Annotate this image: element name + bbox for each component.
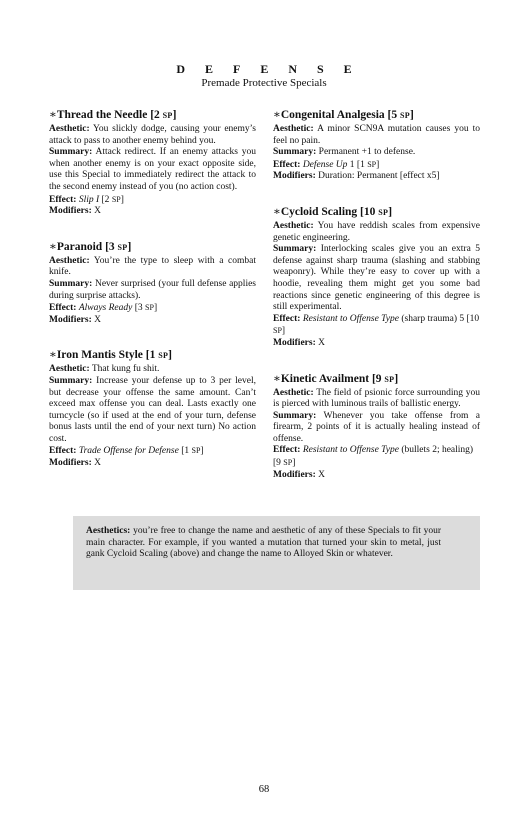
- modifiers-line: [273, 338, 480, 350]
- star-icon: ∗: [49, 349, 57, 362]
- summary-label: Summary:: [273, 244, 317, 255]
- effect-line: Effect: Resistant to Offense Type (bullets 2; healing) [9 SP]: [273, 445, 474, 469]
- summary-line: [273, 244, 480, 314]
- effect-line: Effect: Trade Offense for Defense [1 SP]: [49, 446, 204, 457]
- page-number: 68: [258, 784, 270, 795]
- page-title: DEFENSE: [176, 62, 372, 76]
- effect-cost: (bullets 2; healing) [9: [273, 445, 474, 469]
- special-congenital-analgesia: [273, 108, 480, 183]
- page-header: [0, 62, 528, 90]
- effect-cost: [3: [134, 303, 143, 314]
- summary-line: [273, 411, 480, 446]
- sp-unit: SP: [162, 111, 173, 120]
- effect-cost: [1: [181, 446, 190, 457]
- summary-label: Summary:: [49, 147, 93, 158]
- effect-name: Always Ready: [78, 303, 133, 314]
- modifiers-line: [273, 470, 480, 482]
- star-icon: ∗: [273, 205, 281, 218]
- special-title: ∗Thread the Needle [2 SP]: [49, 109, 177, 121]
- special-name: Cycloid Scaling [10: [280, 205, 376, 218]
- effect-label: Effect:: [49, 446, 77, 457]
- sp-unit: SP: [158, 351, 169, 361]
- modifiers-label: Modifiers:: [273, 171, 316, 182]
- modifiers-value: X: [318, 469, 325, 480]
- special-name: Thread the Needle [2: [56, 109, 160, 121]
- special-title: ∗Congenital Analgesia [5 SP]: [273, 109, 414, 121]
- modifiers-value: Duration: Permanent [effect x5]: [318, 171, 440, 182]
- aesthetic-label: Aesthetic:: [49, 124, 90, 134]
- special-name: Paranoid [3: [56, 240, 115, 253]
- effect-cost: 1 [1: [349, 159, 365, 170]
- effect-name: Resistant to Offense Type: [302, 313, 399, 324]
- special-name: Iron Mantis Style [1: [56, 349, 156, 362]
- star-icon: ∗: [273, 109, 281, 121]
- summary-text: Permanent +1 to defense.: [318, 147, 416, 158]
- effect-line: Effect: Resistant to Offense Type (sharp trauma) 5 [10 SP]: [273, 313, 480, 337]
- effect-name: Resistant to Offense Type: [302, 445, 399, 456]
- effect-label: Effect:: [273, 313, 301, 324]
- summary-text: Increase your defense up to 3 per level, but decrease your offense the same amount. Can’t exceed max offense you can deal. Lasts exactly one turncycle (so if used at the end of your turn, defense bonus lasts until the end of your next turn) No action cost.: [49, 375, 257, 444]
- special-iron-mantis-style: [49, 348, 256, 469]
- aesthetic-line: [49, 256, 256, 279]
- effect-cost: (sharp trauma) 5 [10: [401, 313, 480, 324]
- left-column: [49, 108, 256, 492]
- aesthetic-text: The field of psionic force surrounding you is pierced with luminous trails of ballistic energy.: [273, 387, 480, 410]
- summary-label: Summary:: [273, 147, 317, 158]
- effect-label: Effect:: [273, 159, 301, 170]
- aesthetic-text: A minor SCN9A mutation causes you to feel no pain.: [273, 124, 480, 146]
- right-column: [273, 108, 480, 503]
- effect-name: Defense Up: [302, 159, 348, 170]
- summary-text: Attack redirect. If an enemy attacks you when another enemy is on your exact opposite side, use this Special to immediately redirect the attack to the second enemy instead of you (no action cost).: [49, 147, 256, 192]
- star-icon: ∗: [49, 109, 57, 121]
- summary-label: Summary:: [49, 278, 93, 289]
- modifiers-label: Modifiers:: [49, 314, 92, 325]
- sp-unit: SP: [117, 242, 128, 252]
- summary-label: Summary:: [273, 410, 317, 421]
- modifiers-value: X: [94, 314, 101, 325]
- effect-name: Slip I: [78, 194, 100, 205]
- special-name: Congenital Analgesia [5: [280, 109, 398, 121]
- special-cycloid-scaling: [273, 205, 480, 350]
- modifiers-value: X: [318, 337, 325, 348]
- aesthetic-label: Aesthetic:: [49, 364, 90, 375]
- modifiers-line: [49, 458, 256, 470]
- special-thread-the-needle: [49, 108, 256, 218]
- note-text: you’re free to change the name and aesthetic of any of these Specials to fit your main character. For example, if you wanted a mutation that turned your skin to metal, just gank Cycloid Scaling (above) and change the name to Alloyed Skin or whatever.: [86, 526, 442, 560]
- aesthetic-line: [273, 388, 480, 411]
- aesthetic-text: You have reddish scales from expensive genetic engineering.: [273, 220, 480, 243]
- sp-unit: SP: [111, 194, 121, 204]
- aesthetic-text: That kung fu shit.: [91, 364, 160, 375]
- aesthetic-line: [273, 124, 480, 147]
- effect-name: Trade Offense for Defense: [78, 446, 179, 457]
- aesthetics-note: [86, 526, 441, 561]
- sp-unit: SP: [400, 111, 410, 120]
- summary-line: [273, 147, 480, 159]
- special-kinetic-availment: [273, 372, 480, 482]
- effect-line: Effect: Always Ready [3 SP]: [49, 303, 158, 314]
- summary-label: Summary:: [49, 375, 93, 386]
- page-subtitle: Premade Protective Specials: [201, 77, 327, 89]
- effect-label: Effect:: [49, 303, 77, 314]
- modifiers-label: Modifiers:: [273, 469, 316, 480]
- star-icon: ∗: [273, 372, 281, 385]
- aesthetic-line: [273, 221, 480, 244]
- modifiers-label: Modifiers:: [49, 458, 92, 469]
- star-icon: ∗: [49, 240, 57, 253]
- aesthetics-note-box: [73, 516, 480, 590]
- summary-line: [49, 376, 256, 446]
- sp-unit: SP: [384, 374, 395, 384]
- summary-text: Whenever you take offense from a firearm, 2 points of it is actually healing instead of offense.: [273, 410, 480, 444]
- modifiers-value: X: [94, 458, 101, 469]
- special-title: ∗Paranoid [3 SP]: [49, 240, 132, 253]
- aesthetic-line: [49, 364, 256, 376]
- summary-line: [49, 279, 256, 302]
- sp-unit: SP: [191, 446, 201, 456]
- special-title: ∗Kinetic Availment [9 SP]: [273, 372, 399, 385]
- aesthetic-label: Aesthetic:: [273, 387, 314, 398]
- special-paranoid: [49, 240, 256, 327]
- summary-text: Interlocking scales give you an extra 5 defense against sharp trauma (slashing and stabbing weaponry). While they’re easy to cover up with a hoodie, revealing them might get you some bad reactions since genetic engineering of this degree is still experimental.: [273, 244, 481, 313]
- sp-unit: SP: [283, 458, 293, 468]
- aesthetic-label: Aesthetic:: [273, 124, 314, 134]
- effect-line: Effect: Slip I [2 SP]: [49, 194, 124, 205]
- modifiers-line: [49, 315, 256, 327]
- summary-text: Never surprised (your full defense applies during surprise attacks).: [49, 278, 256, 301]
- effect-line: Effect: Defense Up 1 [1 SP]: [273, 159, 380, 170]
- aesthetic-text: You’re the type to sleep with a combat knife.: [49, 255, 256, 278]
- sp-unit: SP: [273, 326, 282, 336]
- modifiers-value: X: [94, 206, 101, 217]
- modifiers-label: Modifiers:: [273, 337, 316, 348]
- note-label: Aesthetics:: [86, 526, 131, 536]
- aesthetic-line: [49, 124, 256, 147]
- sp-unit: SP: [145, 303, 154, 313]
- sp-unit: SP: [378, 207, 389, 217]
- effect-label: Effect:: [273, 445, 301, 456]
- modifiers-line: [49, 206, 256, 218]
- aesthetic-label: Aesthetic:: [49, 255, 90, 266]
- summary-line: [49, 147, 256, 193]
- aesthetic-label: Aesthetic:: [273, 220, 314, 231]
- effect-cost: [2: [101, 194, 110, 205]
- special-title: ∗Cycloid Scaling [10 SP]: [273, 205, 393, 218]
- special-name: Kinetic Availment [9: [280, 372, 382, 385]
- aesthetic-text: You slickly dodge, causing your enemy’s attack to pass to another enemy behind you.: [49, 124, 256, 146]
- effect-label: Effect:: [49, 194, 77, 205]
- modifiers-label: Modifiers:: [49, 206, 92, 217]
- sp-unit: SP: [367, 159, 377, 169]
- special-title: ∗Iron Mantis Style [1 SP]: [49, 349, 172, 362]
- modifiers-line: [273, 171, 480, 183]
